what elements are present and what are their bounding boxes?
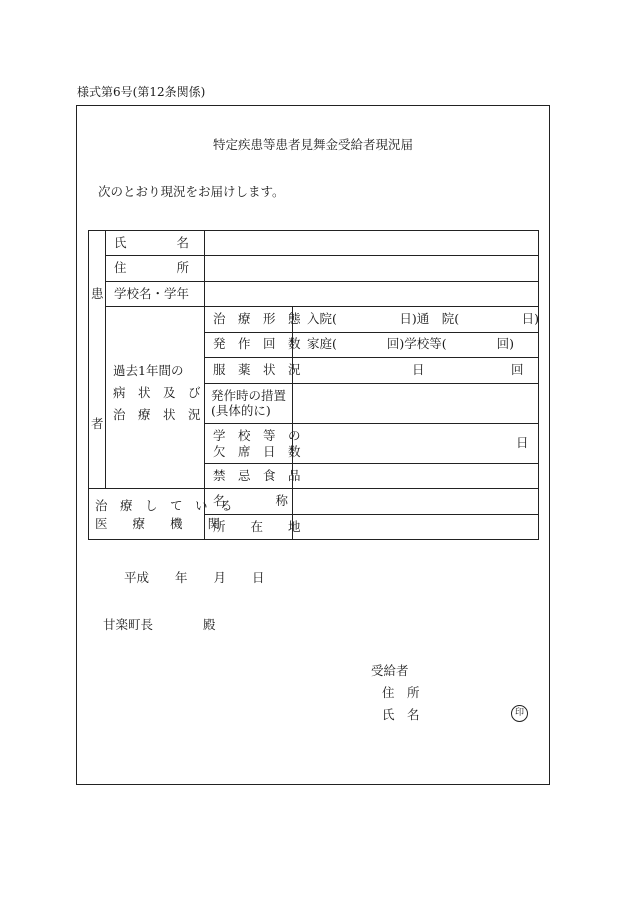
address-label: 住 所 [114,260,190,275]
school-label: 学校名・学年 [114,286,190,301]
receiver-label: 受給者 [371,663,409,678]
absence-day-unit: 日 [516,435,529,450]
absence-line-1: 学 校 等 の [213,428,301,443]
date-day-unit: 日 [252,570,265,585]
intro-text: 次のとおり現況をお届けします。 [98,184,285,199]
date-month-unit: 月 [213,570,227,585]
institution-group-line-1: 治 療 し て い る [95,498,233,513]
seal-mark: 印 [511,705,528,722]
institution-name-label: 名 称 [213,493,289,508]
history-group-line-1: 過去1年間の [113,363,184,378]
date-line [124,572,265,585]
food-label: 禁 忌 食 品 [213,468,301,483]
treatment-form-value: 入院( 日)通 院( 日) [307,311,540,326]
medication-day-unit: 日 [412,362,425,377]
medication-count-unit: 回 [511,362,524,377]
school-field[interactable] [206,283,537,305]
form-title: 特定疾患等患者見舞金受給者現況届 [212,137,413,152]
receiver-address-label: 住 所 [382,685,420,700]
address-field[interactable] [206,257,537,280]
treatment-form-label: 治 療 形 態 [213,311,301,326]
institution-name-field[interactable] [294,490,537,513]
institution-group-line-2: 医 療 機 関 [95,516,221,531]
institution-location-field[interactable] [294,516,537,538]
medication-label: 服 薬 状 況 [213,362,301,377]
name-field[interactable] [206,232,537,254]
food-field[interactable] [294,465,537,487]
attack-count-value: 家庭( 回)学校等( 回) [307,336,515,351]
name-label: 氏 名 [114,235,190,250]
addressee: 甘楽町長 殿 [103,617,216,632]
date-era: 平成 [124,570,150,585]
patient-group-char-2: 者 [91,416,104,431]
patient-group-char-1: 患 [91,286,104,301]
attack-measures-line-1: 発作時の措置 [211,388,287,403]
attack-measures-field[interactable] [294,385,537,422]
attack-count-label: 発 作 回 数 [213,336,301,351]
attack-measures-line-2: (具体的に) [211,403,271,418]
history-group-line-2: 病 状 及 び [113,385,201,400]
date-year-unit: 年 [175,570,188,585]
form-number-label: 様式第6号(第12条関係) [77,85,206,99]
receiver-name-label: 氏 名 [382,707,420,722]
institution-location-label: 所 在 地 [213,519,301,534]
history-group-line-3: 治 療 状 況 [113,407,201,422]
absence-line-2: 欠 席 日 数 [213,444,301,459]
